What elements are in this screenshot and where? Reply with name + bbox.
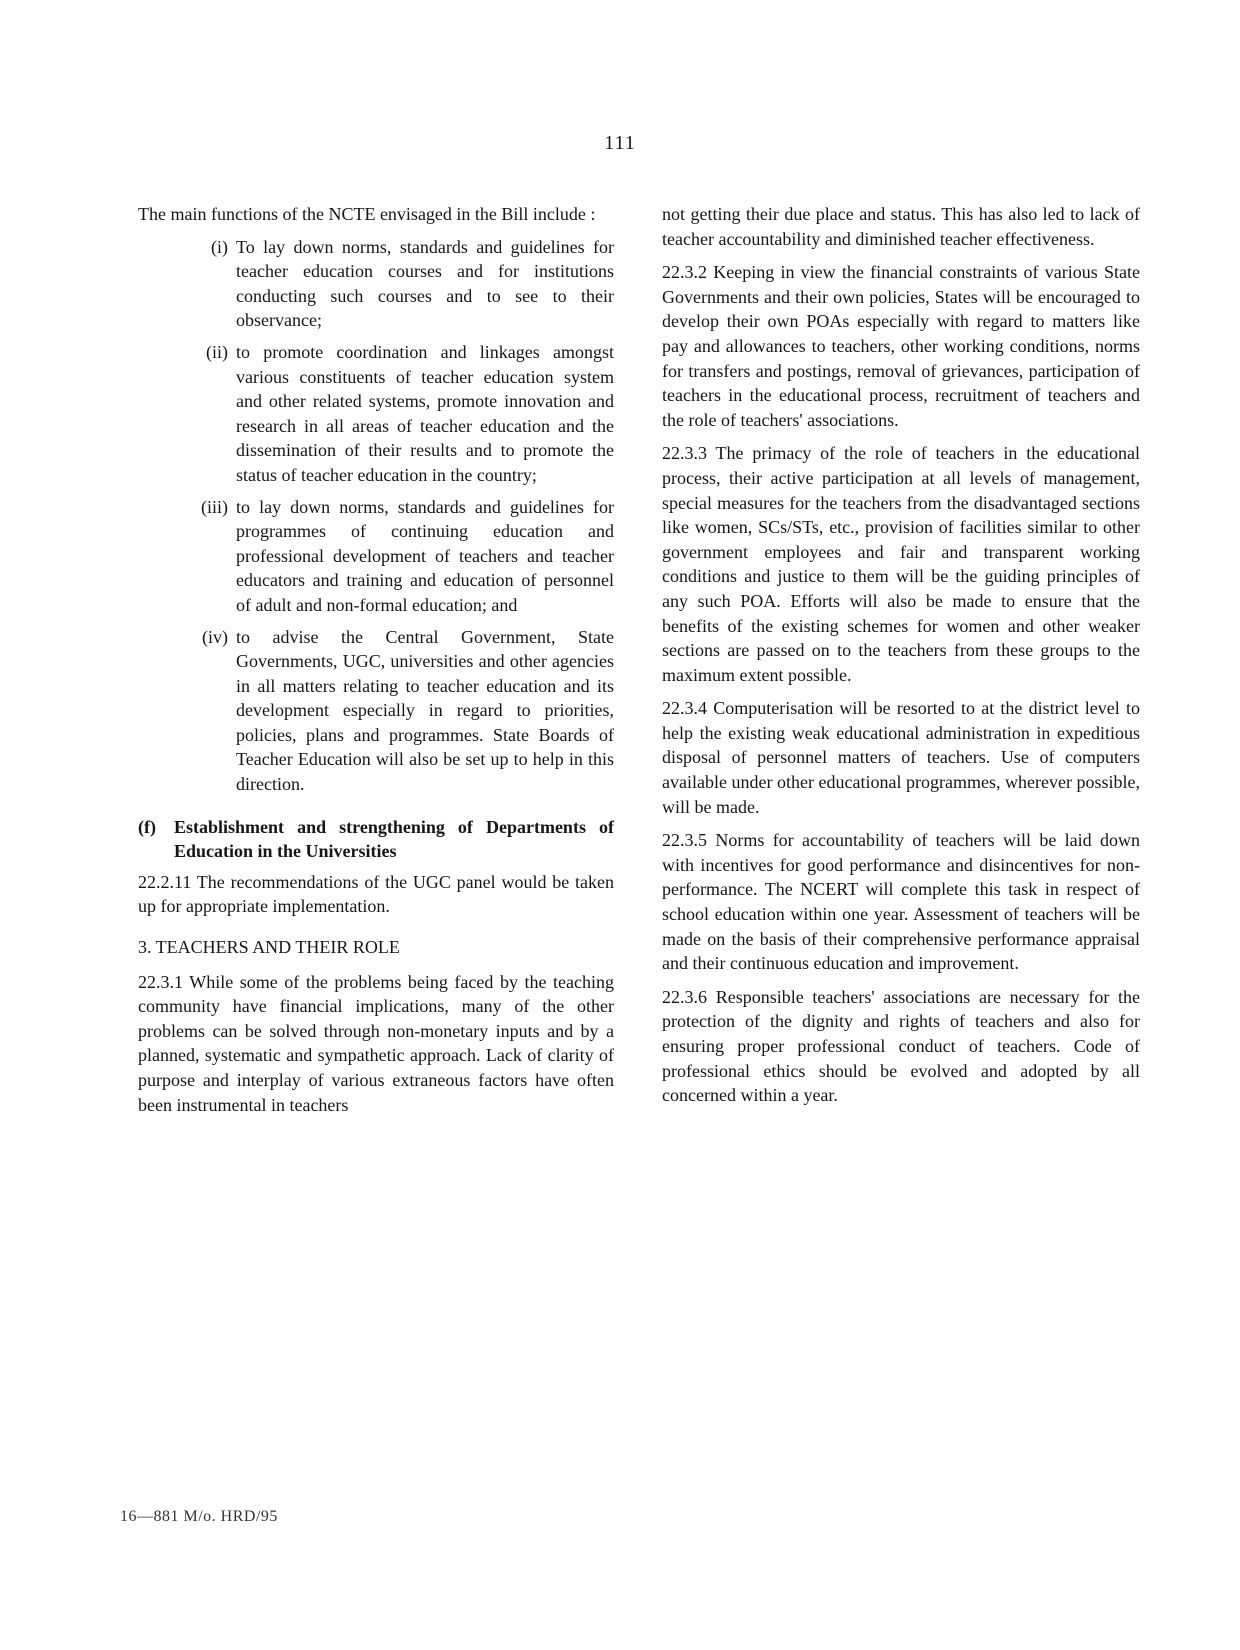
section-heading: 3. TEACHERS AND THEIR ROLE [138,937,400,958]
paragraph-22-3-2: 22.3.2 Keeping in view the financial constraints of various State Governments and their own policies, States will be encouraged to develop their own POAs especially with regard to matters like pay and allowances to teachers, other working conditions, norms for transfers and postings, removal of grievances, participation of teachers in the educational process, recruitment of teachers and the role of teachers' associations. [662,262,1140,430]
subsection-heading-f [138,815,614,864]
list-marker: (ii) [206,341,228,362]
list-item-ii [138,340,614,488]
paragraph-22-2-11: 22.2.11 The recommendations of the UGC panel would be taken up for appropriate implementation. [138,871,614,917]
intro-paragraph: The main functions of the NCTE envisaged in the Bill include : [138,204,596,224]
list-item-iv [138,625,614,797]
paragraph-22-3-4: 22.3.4 Computerisation will be resorted to at the district level to help the existing weak educational administration in expeditious disposal of personnel matters of teachers. Use of computers available under other educational programmes, wherever possible, will be made. [662,698,1140,817]
page-number: 111 [604,132,636,154]
list-text: To lay down norms, standards and guidelines for teacher education courses and for institutions conducting such courses and to see to their observance; [236,236,614,331]
left-column [138,202,614,1126]
list-marker: (iv) [202,626,228,647]
list-marker: (iii) [201,496,228,517]
list-text: to advise the Central Government, State Governments, UGC, universities and other agencies in all matters relating to teacher education and its development especially in regard to priorities, policies, plans and programmes. State Boards of Teacher Education will also be set up to help in this direction. [236,626,614,795]
list-text: to promote coordination and linkages amongst various constituents of teacher education system and other related systems, promote innovation and research in all areas of teacher education and the dissemination of their results and to promote the status of teacher education in the country; [236,341,614,485]
list-text: to lay down norms, standards and guidelines for programmes of continuing education and professional development of teachers and teacher educators and training and education of personnel of adult and non-formal education; and [236,496,614,615]
paragraph-22-3-6: 22.3.6 Responsible teachers' associations are necessary for the protection of the dignity and rights of teachers and also for ensuring proper professional conduct of teachers. Code of professional ethics should be evolved and adopted by all concerned within a year. [662,986,1140,1106]
subsection-title: Establishment and strengthening of Departments of Education in the Universities [174,816,614,862]
list-item-i [138,235,614,333]
list-marker: (i) [211,236,228,257]
paragraph-22-3-5: 22.3.5 Norms for accountability of teachers will be laid down with incentives for good performance and disincentives for non- performance. The NCERT will complete this task in respect of school education within one year. Assessment of teachers will be made on the basis of their comprehensive performance appraisal and their continuous education and improvement. [662,830,1140,974]
footer-print-code: 16—881 M/o. HRD/95 [120,1508,278,1525]
paragraph-22-3-3: 22.3.3 The primacy of the role of teachers in the educational process, their active participation at all levels of management, special measures for the teachers from the disadvantaged sections like women, SCs/STs, etc., provision of facilities similar to other government employees and fair and transparent working conditions and justice to them will be the guiding principles of any such POA. Efforts will also be made to ensure that the benefits of the existing schemes for women and other weaker sections are passed on to the teachers from these groups to the maximum extent possible. [662,443,1140,685]
subsection-marker: (f) [138,816,156,837]
list-item-iii [138,495,614,618]
continuation-paragraph: not getting their due place and status. This has also led to lack of teacher accountability and diminished teacher effectiveness. [662,204,1140,249]
right-column [662,202,1140,1117]
paragraph-22-3-1: 22.3.1 While some of the problems being faced by the teaching community have financial implications, many of the other problems can be solved through non-monetary inputs and by a planned, systematic and sympathetic approach. Lack of clarity of purpose and interplay of various extraneous factors have often been instrumental in teachers [138,971,614,1115]
